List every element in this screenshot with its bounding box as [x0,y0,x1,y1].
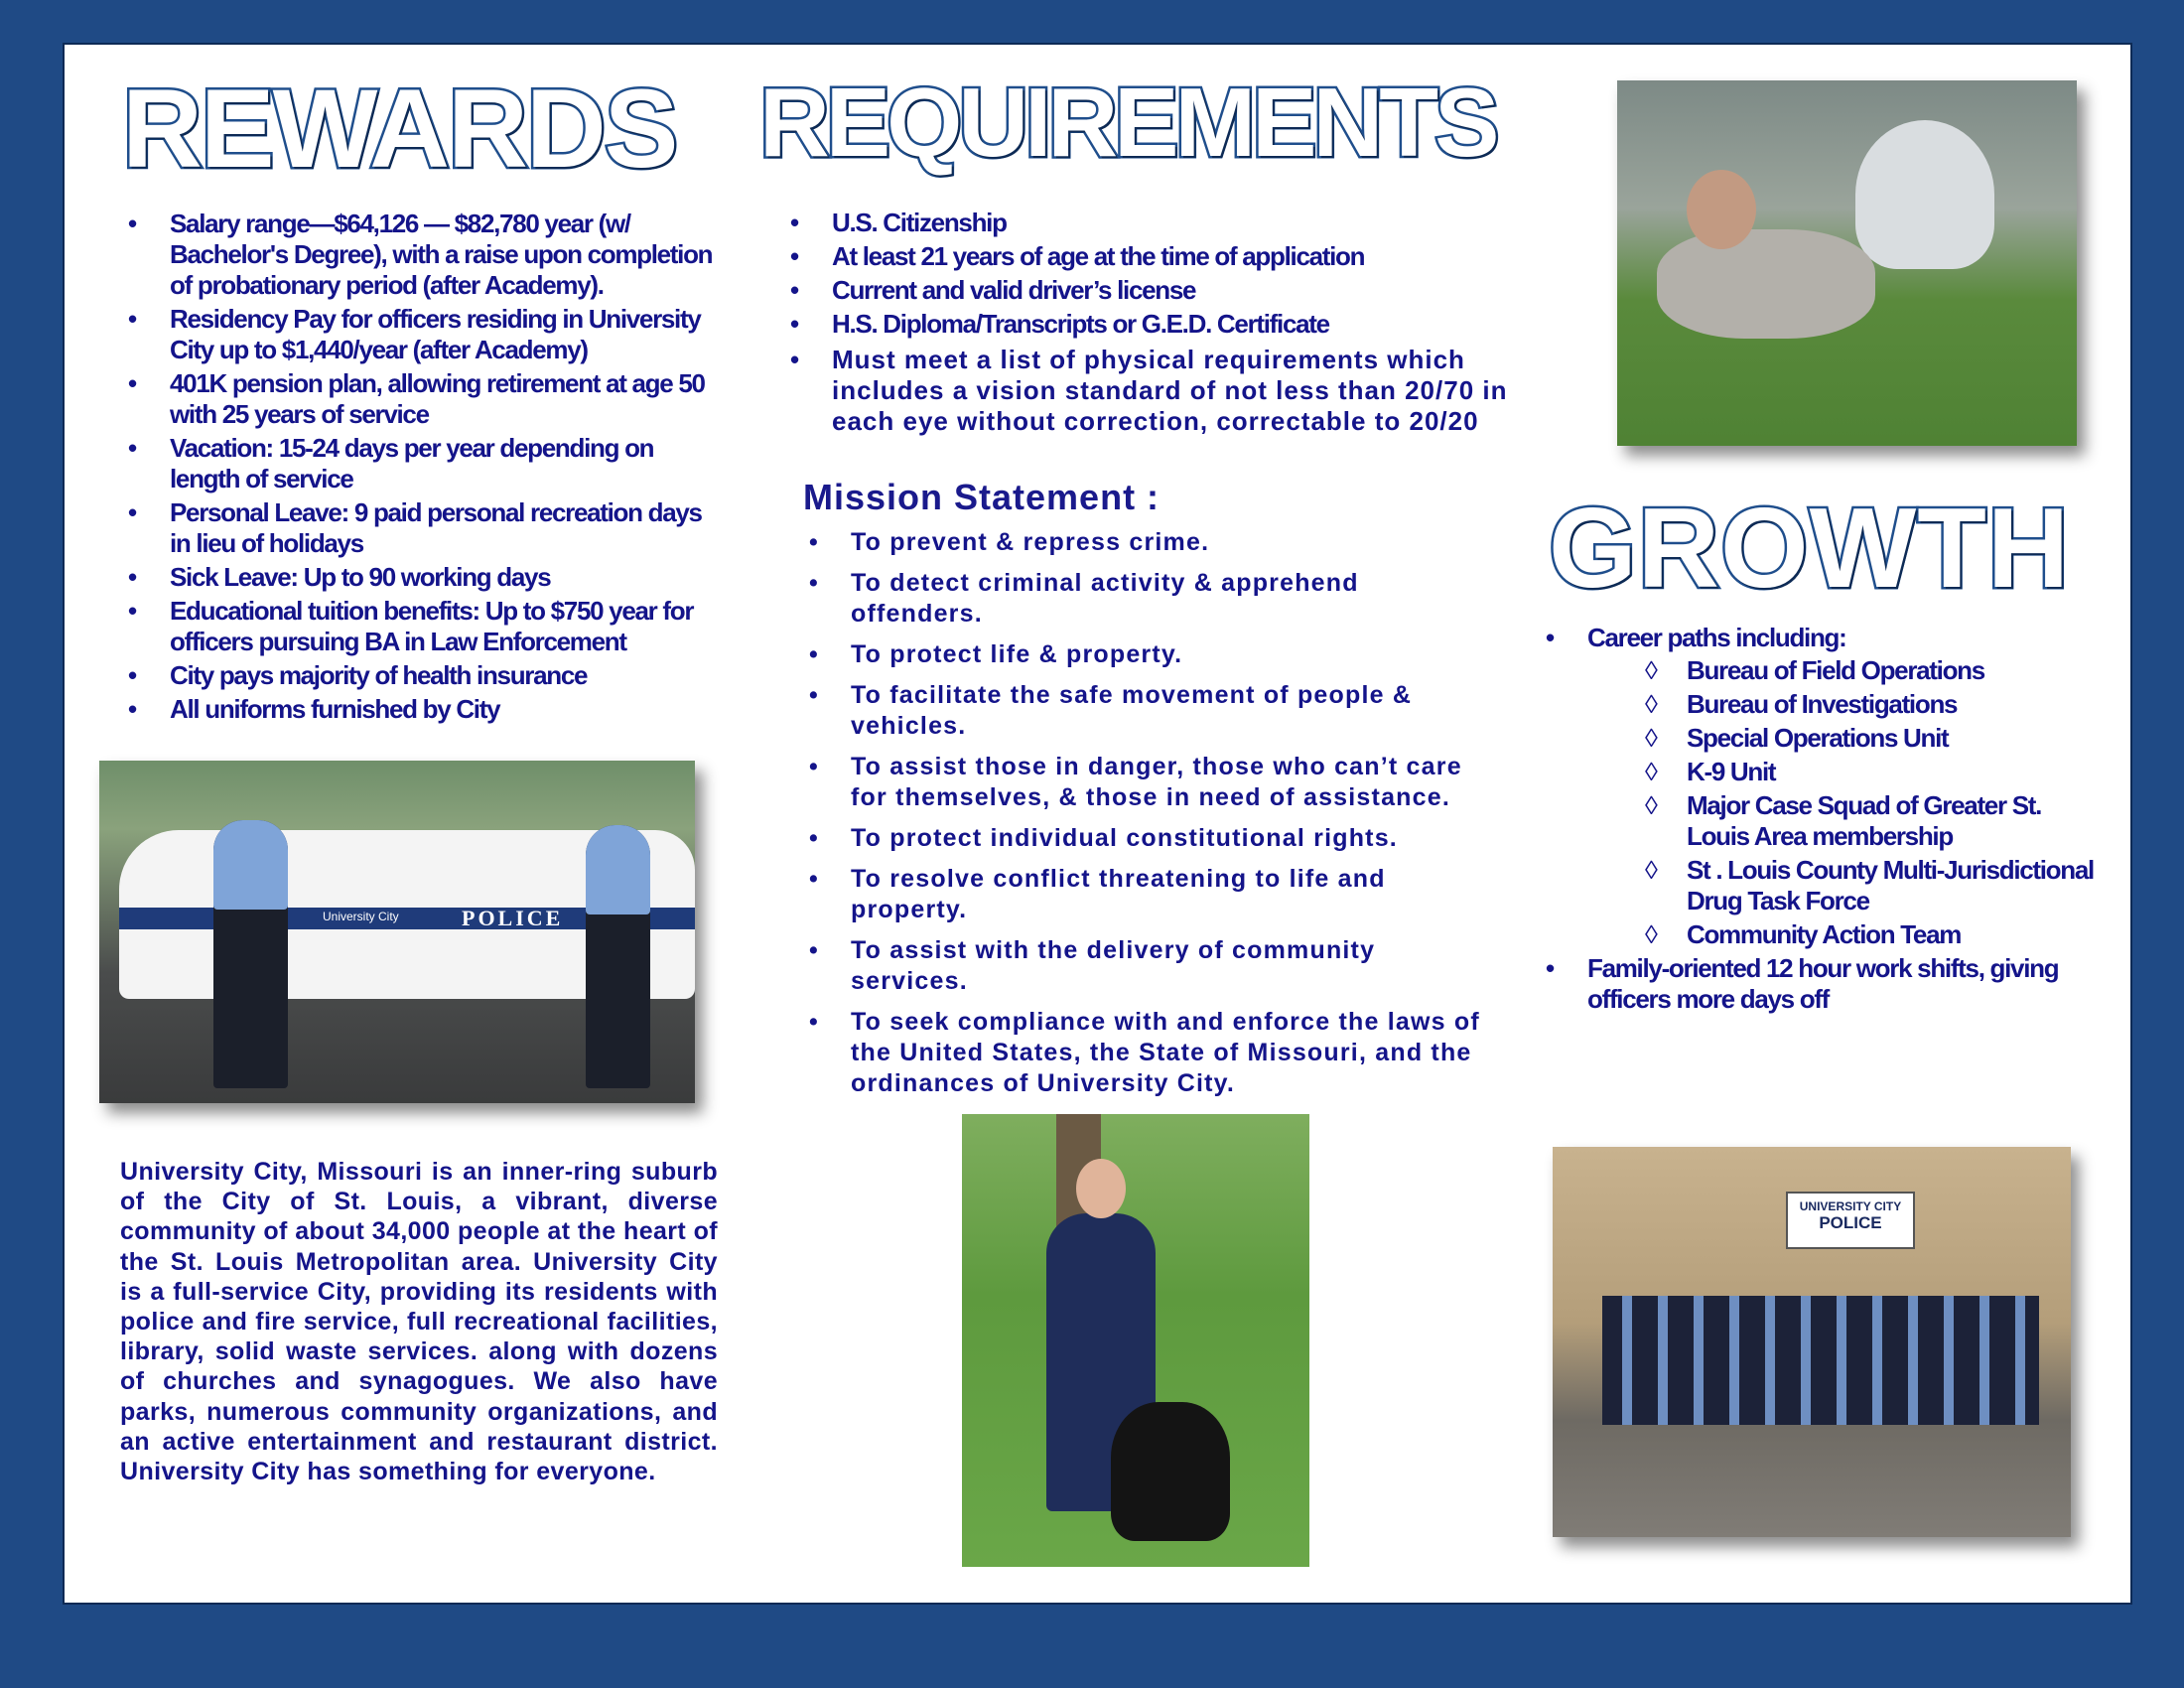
list-item [790,345,1517,437]
list-item-text: Community Action Team [1687,919,1962,949]
list-item-text: Salary range—$64,126 — $82,780 year (w/ Bachelor's Degree), with a raise upon completion of probationary period (after Academy). [170,209,713,300]
list-item-text: To facilitate the safe movement of people & vehicles. [851,681,1413,740]
about-university-city: University City, Missouri is an inner-ring suburb of the City of St. Louis, a vibrant, diverse community of about 34,000 people at the heart of the St. Louis Metropolitan area. University City is a full-service City, providing its residents with police and fire service, full recreational facilities, library, solid waste services. along with dozens of churches and synagogues. We also have parks, numerous community organizations, and an active entertainment and restaurant district. University City has something for everyone. [120,1158,718,1486]
list-item [128,562,726,593]
list-item [809,752,1496,813]
bullet-icon: • [809,569,819,597]
police-car-photo [99,761,695,1103]
career-paths-list [1645,655,2104,950]
list-item-text: City pays majority of health insurance [170,660,588,690]
bullet-icon: • [128,596,136,626]
bullet-icon: • [809,824,819,852]
list-item [809,639,1496,670]
bullet-icon: • [128,562,136,592]
bullet-icon: • [1546,953,1554,983]
list-item [790,273,1517,307]
list-item-text: 401K pension plan, allowing retirement at age 50 with 25 years of service [170,368,705,429]
list-item [790,239,1517,273]
diamond-bullet-icon: ◊ [1645,723,1657,753]
diamond-bullet-icon: ◊ [1645,790,1657,820]
list-item [1645,919,2104,950]
mission-list [809,527,1496,1109]
shifts-text: Family-oriented 12 hour work shifts, giving officers more days off [1587,953,2059,1014]
bullet-icon: • [128,694,136,724]
list-item-text: All uniforms furnished by City [170,694,500,724]
bullet-icon: • [809,936,819,964]
list-item-text: Bureau of Field Operations [1687,655,1984,685]
bullet-icon: • [790,275,798,305]
list-item [128,433,726,494]
bullet-icon: • [809,865,819,893]
bullet-icon: • [790,345,801,374]
list-item [128,209,726,301]
diamond-bullet-icon: ◊ [1645,655,1657,685]
sign-line-1: UNIVERSITY CITY [1799,1199,1902,1213]
list-item-text: Special Operations Unit [1687,723,1949,753]
list-item [128,660,726,691]
list-item-text: Vacation: 15-24 days per year depending on length of service [170,433,654,493]
list-item [790,307,1517,341]
bullet-icon: • [128,304,136,334]
list-item-text: H.S. Diploma/Transcripts or G.E.D. Certificate [832,309,1329,339]
list-item [809,568,1496,630]
list-item-text: To assist those in danger, those who can’t care for themselves, & those in need of assistance. [851,753,1462,811]
list-item-text: To prevent & repress crime. [851,528,1210,556]
list-item-text: To detect criminal activity & apprehend offenders. [851,569,1359,628]
list-item-text: To protect individual constitutional rights. [851,824,1398,852]
requirements-heading: REQUIREMENTS [759,68,1496,177]
list-item-text: Educational tuition benefits: Up to $750 year for officers pursuing BA in Law Enforcement [170,596,694,656]
list-item-text: To seek compliance with and enforce the laws of the United States, the State of Missouri, and the ordinances of University City. [851,1008,1480,1097]
bullet-icon: • [809,753,819,780]
bullet-icon: • [128,209,136,238]
list-item-text: To resolve conflict threatening to life and property. [851,865,1386,923]
growth-list [1546,623,2104,1015]
list-item-text: Personal Leave: 9 paid personal recreation days in lieu of holidays [170,497,702,558]
k9-officer-photo [962,1114,1309,1567]
career-paths-label: Career paths including: [1587,623,1846,652]
list-item [809,864,1496,925]
bullet-icon: • [809,528,819,556]
bullet-icon: • [128,368,136,398]
list-item [128,596,726,657]
list-item-text: To assist with the delivery of community services. [851,936,1376,995]
list-item-text: Sick Leave: Up to 90 working days [170,562,551,592]
list-item [809,527,1496,558]
car-logo-text: University City [323,910,399,923]
list-item-text: U.S. Citizenship [832,208,1007,237]
sign-line-2: POLICE [1819,1213,1882,1232]
list-item-text: To protect life & property. [851,640,1183,668]
car-police-text: POLICE [462,906,564,930]
list-item [1645,855,2104,916]
list-item [128,497,726,559]
diamond-bullet-icon: ◊ [1645,919,1657,949]
bullet-icon: • [790,208,798,237]
list-item [809,935,1496,997]
mission-statement-heading: Mission Statement : [803,477,1160,517]
list-item-text: Major Case Squad of Greater St. Louis Area membership [1687,790,2042,851]
list-item-text: K-9 Unit [1687,757,1776,786]
diamond-bullet-icon: ◊ [1645,855,1657,885]
list-item-text: Current and valid driver’s license [832,275,1196,305]
fitness-training-photo [1617,80,2077,446]
list-item [1645,689,2104,720]
bullet-icon: • [128,433,136,463]
list-item [809,1007,1496,1099]
bullet-icon: • [128,660,136,690]
bullet-icon: • [128,497,136,527]
rewards-list [128,209,726,728]
list-item [809,823,1496,854]
list-item [1645,790,2104,852]
list-item [1645,655,2104,686]
list-item [128,694,726,725]
list-item [809,680,1496,742]
list-item-text: Bureau of Investigations [1687,689,1958,719]
list-item-text: Must meet a list of physical requirements which includes a vision standard of not less than 20/70 in each eye without correction, correctable to 20/20 [832,345,1508,436]
diamond-bullet-icon: ◊ [1645,757,1657,786]
list-item [1645,757,2104,787]
bullet-icon: • [790,309,798,339]
requirements-list [790,206,1517,437]
bullet-icon: • [809,681,819,709]
list-item [1546,623,2104,950]
rewards-heading: REWARDS [122,67,677,191]
list-item [1546,953,2104,1015]
bullet-icon: • [1546,623,1554,652]
list-item [1645,723,2104,754]
list-item-text: St . Louis County Multi-Jurisdictional Drug Task Force [1687,855,2094,915]
list-item [128,304,726,365]
bullet-icon: • [809,640,819,668]
diamond-bullet-icon: ◊ [1645,689,1657,719]
list-item-text: At least 21 years of age at the time of application [832,241,1365,271]
list-item [128,368,726,430]
bullet-icon: • [790,241,798,271]
department-group-photo [1553,1147,2071,1537]
list-item [790,206,1517,239]
growth-heading: GROWTH [1549,486,2071,612]
bullet-icon: • [809,1008,819,1036]
list-item-text: Residency Pay for officers residing in University City up to $1,440/year (after Academy) [170,304,701,364]
